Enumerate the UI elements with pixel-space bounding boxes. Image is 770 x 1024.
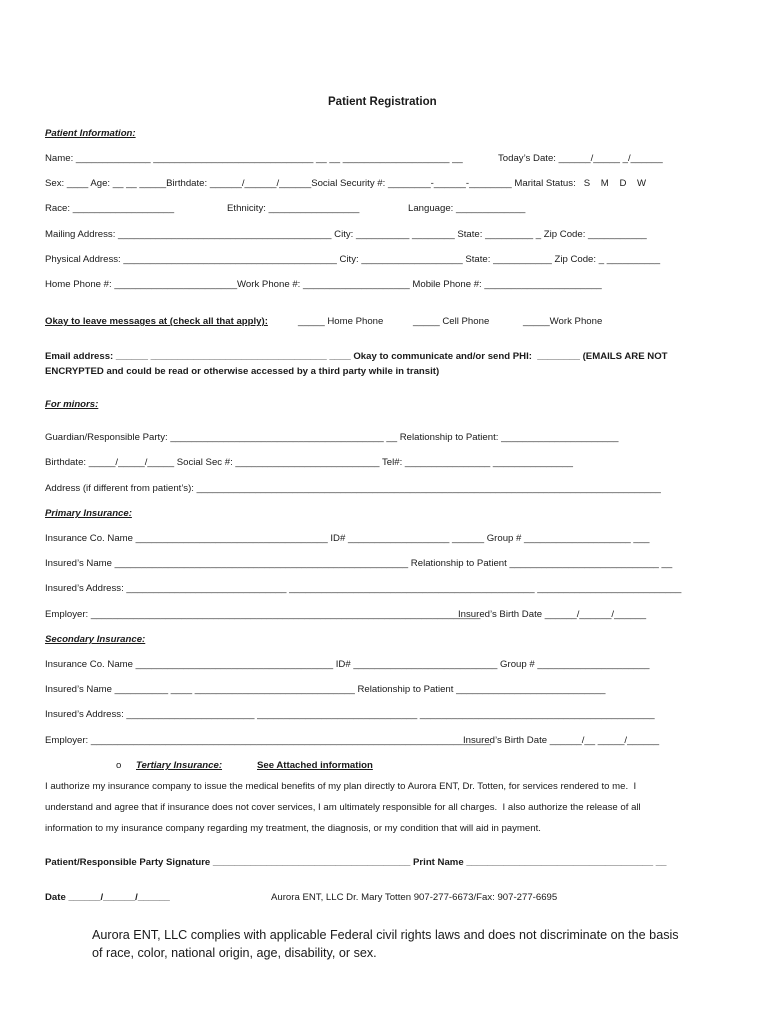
phone-numbers-row[interactable]: Home Phone #: _______________________Work Phone #: ____________________ Mobile Phone #: ______________________ bbox=[45, 279, 602, 290]
guardian-row[interactable]: Guardian/Responsible Party: ________________________________________ __ Relationship to Patient: ______________________ bbox=[45, 432, 619, 443]
section-heading-primary-insurance: Primary Insurance: bbox=[45, 508, 132, 519]
physical-address-row[interactable]: Physical Address: ________________________________________ City: ___________________ State: ___________ Zip Code: _ __________ bbox=[45, 254, 661, 265]
email-address-row[interactable]: Email address: ______ _________________________________ ____ Okay to communicate and/or send PHI: ________ (EMAILS ARE NOT bbox=[45, 351, 668, 362]
message-cell-phone-option[interactable]: _____ Cell Phone bbox=[413, 316, 490, 327]
messages-label: Okay to leave messages at (check all that apply): bbox=[45, 316, 268, 327]
authorization-line-2: understand and agree that if insurance does not cover services, I am ultimately responsible for all charges. I also authorize the release of all bbox=[45, 802, 641, 813]
nondiscrimination-notice: Aurora ENT, LLC complies with applicable Federal civil rights laws and does not discriminate on the basis of race, color, national origin, age, disability, or sex. bbox=[92, 928, 679, 960]
ethnicity-field[interactable]: Ethnicity: _________________ bbox=[227, 203, 360, 214]
primary-insured-address-row[interactable]: Insured’s Address: ______________________________ ______________________________________________ ___________________________ bbox=[45, 583, 682, 594]
section-heading-minors: For minors: bbox=[45, 399, 99, 410]
section-heading-secondary-insurance: Secondary Insurance: bbox=[45, 634, 146, 645]
primary-employer-field[interactable]: Employer: _________________________________________________________________________ bbox=[45, 609, 481, 620]
secondary-insured-name-row[interactable]: Insured’s Name __________ ____ ______________________________ Relationship to Patient ____________________________ bbox=[45, 684, 606, 695]
name-field[interactable]: Name: ______________ ______________________________ __ __ ____________________ __ bbox=[45, 153, 463, 164]
mailing-address-row[interactable]: Mailing Address: ________________________________________ City: __________ ________ State: _________ _ Zip Code: ___________ bbox=[45, 229, 647, 240]
page-title: Patient Registration bbox=[328, 96, 437, 108]
email-encryption-note: ENCRYPTED and could be read or otherwise accessed by a third party while in transit) bbox=[45, 366, 440, 377]
minor-birthdate-row[interactable]: Birthdate: _____/_____/_____ Social Sec #: ___________________________ Tel#: ________________ _______________ bbox=[45, 457, 573, 468]
primary-insured-birth-date-field[interactable]: Insured’s Birth Date ______/______/______ bbox=[458, 609, 647, 620]
secondary-insured-birth-date-field[interactable]: Insured’s Birth Date ______/__ _____/______ bbox=[463, 735, 660, 746]
language-field[interactable]: Language: _____________ bbox=[408, 203, 526, 214]
todays-date-field[interactable]: Today’s Date: ______/_____ _/______ bbox=[498, 153, 663, 164]
tertiary-insurance-label: Tertiary Insurance: bbox=[136, 760, 223, 771]
authorization-line-1: I authorize my insurance company to issue the medical benefits of my plan directly to Aurora ENT, Dr. Totten, for services rendered to me. I bbox=[45, 781, 637, 792]
authorization-line-3: information to my insurance company regarding my treatment, the diagnosis, or my condition that will aid in payment. bbox=[45, 823, 541, 834]
signature-row[interactable]: Patient/Responsible Party Signature _____________________________________ Print Name ___________________________________ __ bbox=[45, 857, 667, 868]
see-attached-information: See Attached information bbox=[257, 760, 373, 771]
race-field[interactable]: Race: ___________________ bbox=[45, 203, 175, 214]
signature-date-field[interactable]: Date ______/______/______ bbox=[45, 892, 170, 903]
minor-address-row[interactable]: Address (if different from patient’s): _______________________________________________________________________________________ bbox=[45, 483, 661, 494]
message-work-phone-option[interactable]: _____Work Phone bbox=[523, 316, 603, 327]
primary-insured-name-row[interactable]: Insured’s Name _______________________________________________________ Relationship to Patient ____________________________ __ bbox=[45, 558, 673, 569]
tertiary-bullet: o bbox=[116, 760, 122, 771]
sex-age-birthdate-ssn-row[interactable]: Sex: ____ Age: __ __ _____Birthdate: ______/______/______Social Security #: ________-______-________ Marital Status: S M D W bbox=[45, 178, 647, 189]
message-home-phone-option[interactable]: _____ Home Phone bbox=[298, 316, 384, 327]
secondary-insured-address-row[interactable]: Insured’s Address: ________________________ ______________________________ ____________________________________________ bbox=[45, 709, 655, 720]
clinic-contact: Aurora ENT, LLC Dr. Mary Totten 907-277-6673/Fax: 907-277-6695 bbox=[271, 892, 558, 903]
primary-insurance-company-row[interactable]: Insurance Co. Name ____________________________________ ID# ___________________ ______ Group # ____________________ ___ bbox=[45, 533, 650, 544]
secondary-insurance-company-row[interactable]: Insurance Co. Name _____________________________________ ID# ___________________________ Group # _____________________ bbox=[45, 659, 650, 670]
secondary-employer-field[interactable]: Employer: ___________________________________________________________________________ bbox=[45, 735, 492, 746]
section-heading-patient-information: Patient Information: bbox=[45, 128, 136, 139]
